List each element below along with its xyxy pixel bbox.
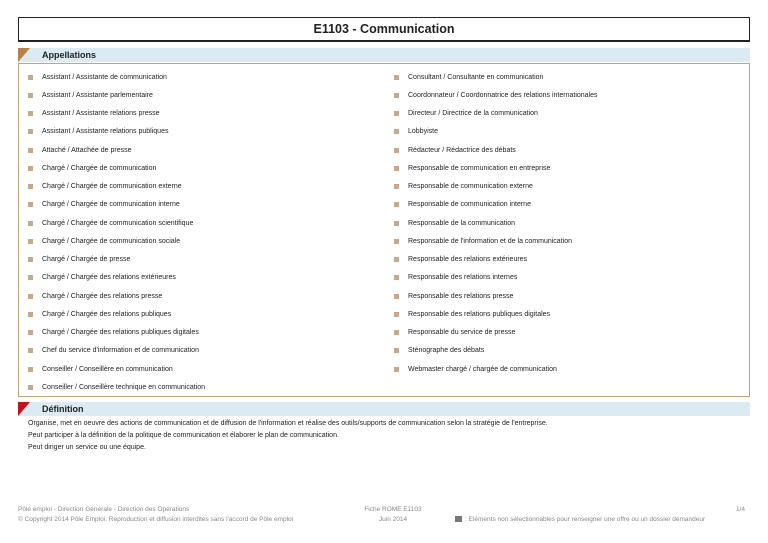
bullet-icon bbox=[394, 330, 399, 335]
bullet-icon bbox=[28, 184, 33, 189]
footer-date: Juin 2014 bbox=[378, 516, 408, 523]
bullet-icon bbox=[394, 367, 399, 372]
appellation-label: Attaché / Attachée de presse bbox=[42, 146, 132, 154]
appellation-item bbox=[19, 178, 205, 196]
appellation-item bbox=[385, 342, 598, 360]
section-marker-icon bbox=[18, 402, 30, 416]
appellation-label: Responsable de communication interne bbox=[408, 201, 531, 209]
appellation-item bbox=[19, 378, 205, 396]
appellation-label: Webmaster chargé / chargée de communication bbox=[408, 365, 557, 373]
page-title: E1103 - Communication bbox=[18, 17, 750, 42]
appellation-item bbox=[19, 86, 205, 104]
appellation-label: Rédacteur / Rédactrice des débats bbox=[408, 146, 516, 154]
appellation-item bbox=[19, 105, 205, 123]
appellation-item bbox=[19, 196, 205, 214]
bullet-icon bbox=[28, 330, 33, 335]
footer-legend bbox=[455, 515, 705, 525]
bullet-icon bbox=[28, 202, 33, 207]
bullet-icon bbox=[394, 348, 399, 353]
bullet-icon bbox=[28, 129, 33, 134]
appellation-item bbox=[19, 251, 205, 269]
bullet-icon bbox=[28, 385, 33, 390]
appellation-label: Chargé / Chargée de communication bbox=[42, 164, 157, 172]
appellation-label: Chargé / Chargée des relations presse bbox=[42, 292, 163, 300]
section-marker-icon bbox=[18, 48, 30, 62]
bullet-icon bbox=[394, 221, 399, 226]
appellation-item bbox=[19, 214, 205, 232]
bullet-icon bbox=[394, 184, 399, 189]
appellation-label: Conseiller / Conseillère en communication bbox=[42, 365, 173, 373]
appellation-item bbox=[385, 269, 598, 287]
bullet-icon bbox=[28, 221, 33, 226]
appellation-item bbox=[19, 159, 205, 177]
page-number: 1/4 bbox=[736, 506, 746, 513]
appellation-item bbox=[385, 214, 598, 232]
bullet-icon bbox=[28, 75, 33, 80]
appellations-heading: Appellations bbox=[42, 50, 97, 60]
appellation-label: Chargé / Chargée des relations extérieures bbox=[42, 274, 176, 282]
definition-line: Peut participer à la définition de la politique de communication et élaborer le plan de communication. bbox=[28, 432, 339, 439]
appellation-item bbox=[19, 324, 205, 342]
bullet-icon bbox=[394, 294, 399, 299]
appellation-item bbox=[385, 360, 598, 378]
appellation-item bbox=[385, 178, 598, 196]
bullet-icon bbox=[28, 239, 33, 244]
appellation-label: Directeur / Directrice de la communication bbox=[408, 110, 538, 118]
footer-center bbox=[360, 505, 426, 525]
appellation-item bbox=[19, 68, 205, 86]
appellation-item bbox=[385, 324, 598, 342]
footer-copyright: © Copyright 2014 Pôle Emploi. Reproduction et diffusion interdites sans l'accord de Pôle emploi bbox=[18, 516, 294, 523]
bullet-icon bbox=[394, 129, 399, 134]
appellation-label: Sténographe des débats bbox=[408, 347, 485, 355]
bullet-icon bbox=[394, 257, 399, 262]
appellation-item bbox=[385, 105, 598, 123]
appellation-label: Chargé / Chargée de communication externe bbox=[42, 183, 182, 191]
appellation-label: Chargé / Chargée de communication scientifique bbox=[42, 219, 194, 227]
appellation-item bbox=[19, 269, 205, 287]
appellations-header bbox=[18, 48, 750, 62]
bullet-icon bbox=[394, 166, 399, 171]
appellation-item bbox=[19, 232, 205, 250]
appellation-label: Assistant / Assistante parlementaire bbox=[42, 91, 153, 99]
appellation-label: Responsable du service de presse bbox=[408, 329, 516, 337]
bullet-icon bbox=[394, 312, 399, 317]
appellation-item bbox=[385, 123, 598, 141]
bullet-icon bbox=[394, 111, 399, 116]
appellations-left-column bbox=[19, 68, 205, 397]
footer-left bbox=[18, 505, 293, 525]
bullet-icon bbox=[28, 367, 33, 372]
appellation-label: Assistant / Assistante relations presse bbox=[42, 110, 160, 118]
bullet-icon bbox=[394, 93, 399, 98]
bullet-icon bbox=[28, 166, 33, 171]
appellations-list bbox=[18, 63, 750, 397]
appellation-label: Responsable des relations presse bbox=[408, 292, 514, 300]
footer-legend-text: : Eléments non sélectionnables pour renseigner une offre ou un dossier demandeur bbox=[465, 516, 706, 523]
appellation-label: Lobbyiste bbox=[408, 128, 438, 136]
appellation-label: Responsable des relations publiques digitales bbox=[408, 310, 551, 318]
appellation-label: Responsable des relations extérieures bbox=[408, 256, 528, 264]
definition-header bbox=[18, 402, 750, 416]
bullet-icon bbox=[28, 93, 33, 98]
appellation-item bbox=[385, 232, 598, 250]
appellation-label: Chargé / Chargée de communication sociale bbox=[42, 237, 181, 245]
bullet-icon bbox=[394, 239, 399, 244]
bullet-icon bbox=[394, 275, 399, 280]
appellation-item bbox=[385, 141, 598, 159]
definition-text bbox=[28, 418, 548, 454]
appellation-item bbox=[385, 287, 598, 305]
appellation-label: Chargé / Chargée de presse bbox=[42, 256, 131, 264]
appellation-label: Chef du service d'information et de communication bbox=[42, 347, 199, 355]
footer-org: Pôle emploi - Direction Générale - Direction des Opérations bbox=[18, 506, 190, 513]
appellation-item bbox=[19, 123, 205, 141]
book-icon bbox=[455, 516, 462, 522]
appellation-label: Responsable des relations internes bbox=[408, 274, 518, 282]
appellations-right-column bbox=[385, 68, 598, 378]
appellation-label: Chargé / Chargée des relations publiques digitales bbox=[42, 329, 199, 337]
footer-fiche: Fiche ROME E1103 bbox=[364, 506, 422, 513]
appellation-item bbox=[385, 159, 598, 177]
appellation-item bbox=[19, 360, 205, 378]
appellation-label: Responsable de l'information et de la communication bbox=[408, 237, 572, 245]
appellation-label: Chargé / Chargée des relations publiques bbox=[42, 310, 172, 318]
bullet-icon bbox=[28, 348, 33, 353]
definition-line: Peut diriger un service ou une équipe. bbox=[28, 444, 146, 451]
appellation-label: Responsable de communication externe bbox=[408, 183, 533, 191]
bullet-icon bbox=[28, 275, 33, 280]
bullet-icon bbox=[28, 257, 33, 262]
bullet-icon bbox=[394, 75, 399, 80]
appellation-item bbox=[19, 287, 205, 305]
appellation-item bbox=[19, 141, 205, 159]
appellation-label: Responsable de la communication bbox=[408, 219, 516, 227]
appellation-label: Chargé / Chargée de communication interne bbox=[42, 201, 180, 209]
bullet-icon bbox=[394, 148, 399, 153]
appellation-item bbox=[385, 305, 598, 323]
appellation-label: Consultant / Consultante en communication bbox=[408, 73, 544, 81]
appellation-label: Coordonnateur / Coordonnatrice des relations internationales bbox=[408, 91, 598, 99]
bullet-icon bbox=[394, 202, 399, 207]
appellation-item bbox=[19, 305, 205, 323]
appellation-label: Responsable de communication en entreprise bbox=[408, 164, 551, 172]
definition-heading: Définition bbox=[42, 404, 84, 414]
appellation-label: Assistant / Assistante relations publiques bbox=[42, 128, 169, 136]
appellation-item bbox=[19, 342, 205, 360]
appellation-label: Conseiller / Conseillère technique en communication bbox=[42, 383, 206, 391]
appellation-item bbox=[385, 196, 598, 214]
appellation-item bbox=[385, 251, 598, 269]
appellation-label: Assistant / Assistante de communication bbox=[42, 73, 167, 81]
bullet-icon bbox=[28, 111, 33, 116]
bullet-icon bbox=[28, 294, 33, 299]
bullet-icon bbox=[28, 312, 33, 317]
appellation-item bbox=[385, 86, 598, 104]
bullet-icon bbox=[28, 148, 33, 153]
appellation-item bbox=[385, 68, 598, 86]
definition-line: Organise, met en oeuvre des actions de communication et de diffusion de l'information et réalise des outils/supports de communication selon la stratégie de l'entreprise. bbox=[28, 420, 548, 427]
